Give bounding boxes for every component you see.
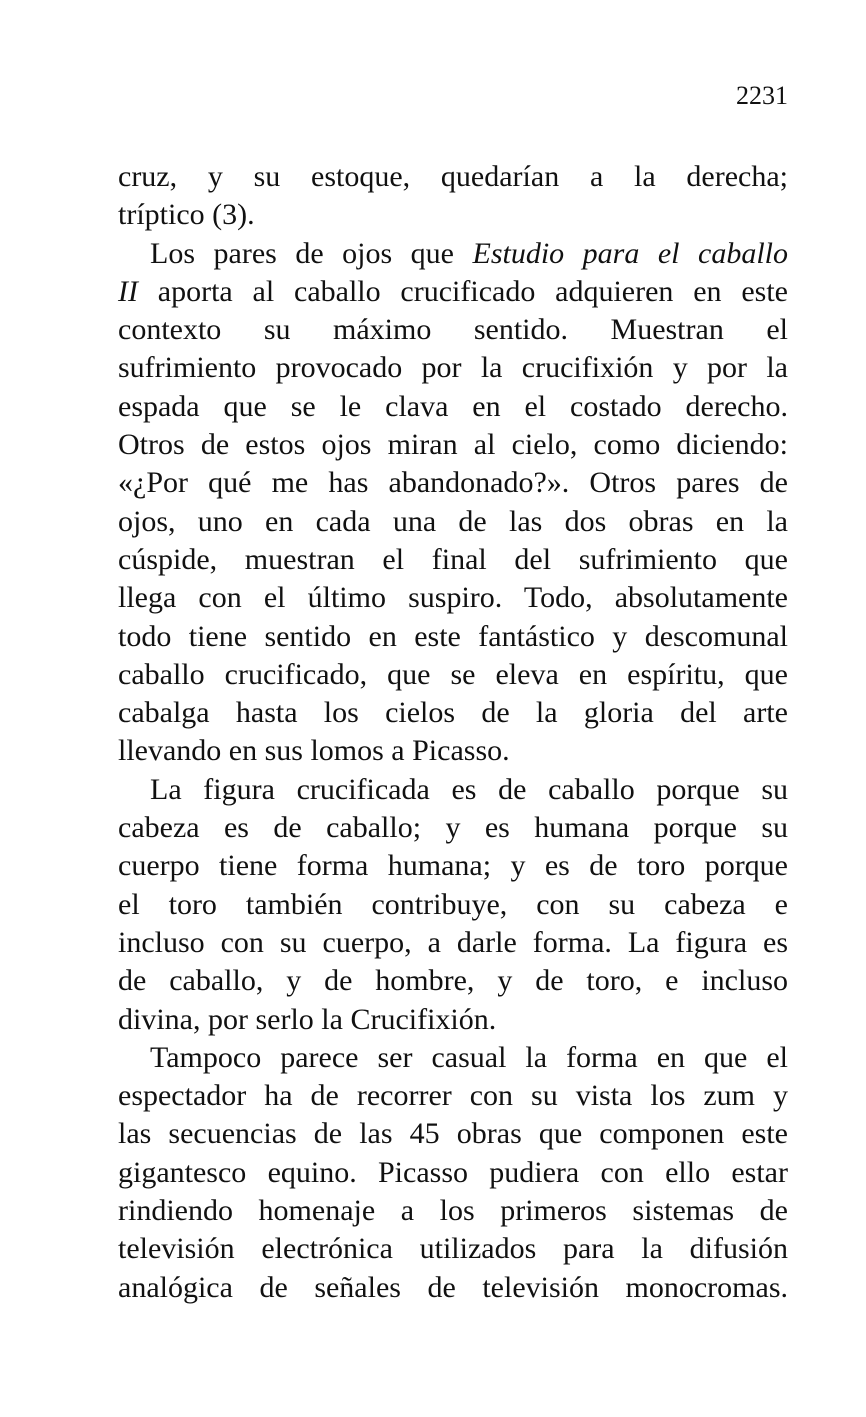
text-line: todo tiene sentido en este fantástico y descomunal [118, 619, 788, 653]
text-line: rindiendo homenaje a los primeros sistemas de [118, 1194, 788, 1228]
text-line: espectador ha de recorrer con su vista los zum y [118, 1079, 788, 1113]
text-line: cabalga hasta los cielos de la gloria del arte [118, 696, 788, 730]
paragraph-4 [118, 1039, 788, 1307]
text-line: «¿Por qué me has abandonado?». Otros pares de [118, 466, 788, 500]
text-line: gigantesco equino. Picasso pudiera con ello estar [118, 1155, 788, 1189]
book-title-continued: II [118, 274, 138, 308]
text-line: ojos, uno en cada una de las dos obras en la [118, 504, 788, 538]
text-line: televisión electrónica utilizados para la difusión [118, 1232, 788, 1266]
text-segment: aporta al caballo crucificado adquieren en este [137, 274, 788, 308]
text-line: cruz, y su estoque, quedarían a la derecha; [118, 160, 788, 193]
text-line: cúspide, muestran el final del sufrimiento que [118, 542, 788, 576]
paragraph-1 [118, 158, 788, 235]
text-line: incluso con su cuerpo, a darle forma. La figura es [118, 925, 788, 959]
body-text [118, 158, 788, 1307]
text-line [118, 273, 788, 311]
text-line: divina, por serlo la Crucifixión. [118, 1002, 497, 1036]
text-line: caballo crucificado, que se eleva en espíritu, que [118, 657, 788, 691]
text-segment: Los pares de ojos que [150, 236, 473, 270]
text-line [118, 235, 788, 273]
book-title: Estudio para el caballo [472, 236, 789, 270]
page-number: 2231 [736, 81, 788, 110]
paragraph-3 [118, 771, 788, 1039]
text-line: Tampoco parece ser casual la forma en que el [150, 1040, 788, 1074]
text-line: cuerpo tiene forma humana; y es de toro porque [118, 849, 788, 883]
text-line: sufrimiento provocado por la crucifixión y por la [118, 351, 788, 385]
text-line: llevando en sus lomos a Picasso. [118, 734, 510, 768]
text-line: tríptico (3). [118, 198, 255, 232]
text-line: el toro también contribuye, con su cabeza e [118, 887, 788, 921]
text-line: La figura crucificada es de caballo porque su [150, 772, 788, 806]
text-line: llega con el último suspiro. Todo, absolutamente [118, 581, 788, 615]
text-line: contexto su máximo sentido. Muestran el [118, 313, 788, 347]
text-line: de caballo, y de hombre, y de toro, e incluso [118, 964, 788, 998]
text-line: Otros de estos ojos miran al cielo, como diciendo: [118, 428, 788, 462]
text-line: espada que se le clava en el costado derecho. [118, 389, 788, 423]
text-line: cabeza es de caballo; y es humana porque su [118, 811, 788, 845]
text-line: analógica de señales de televisión monocromas. [118, 1270, 788, 1304]
paragraph-2 [118, 235, 788, 771]
text-line: las secuencias de las 45 obras que componen este [118, 1117, 788, 1151]
